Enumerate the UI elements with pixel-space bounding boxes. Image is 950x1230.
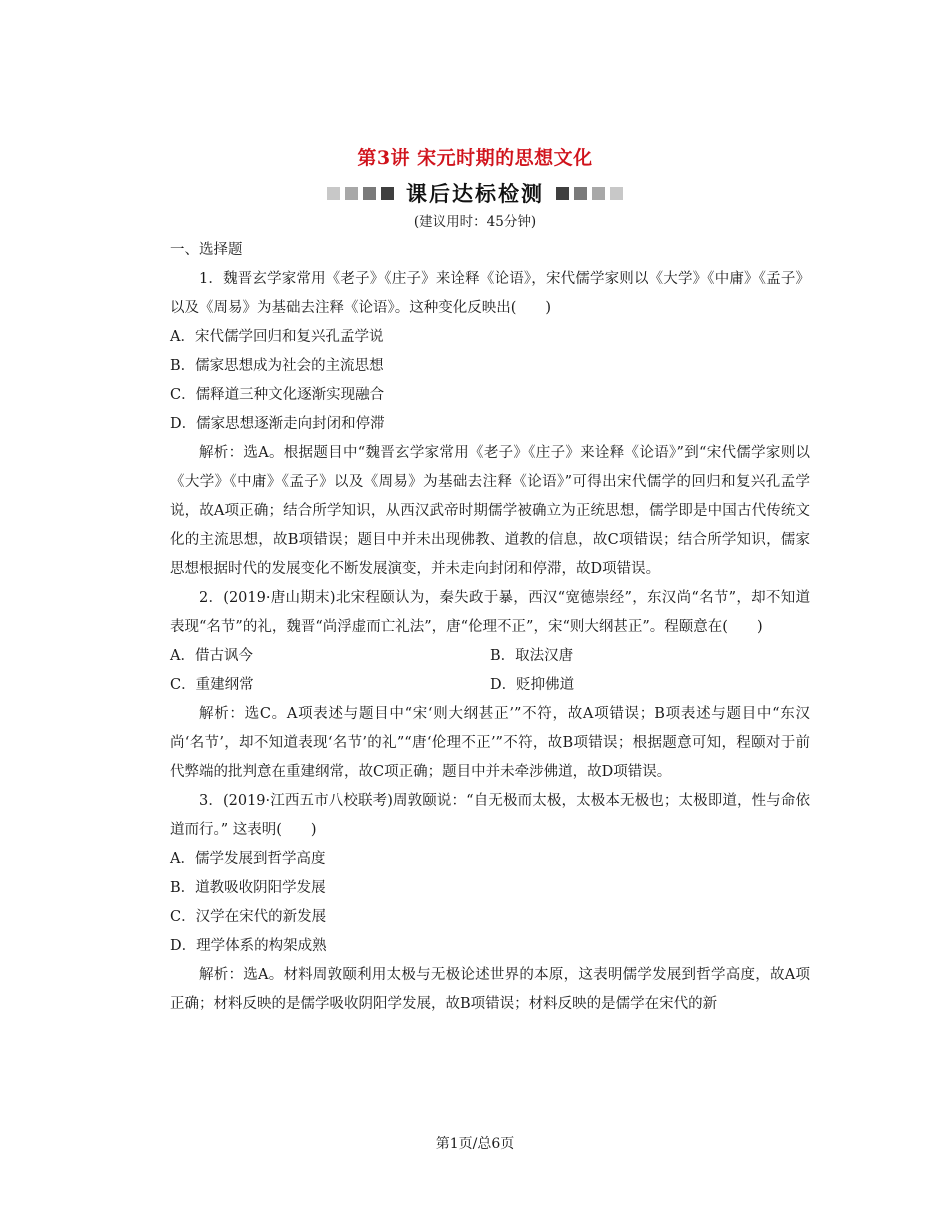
right-square-ornament [556, 187, 623, 200]
option: C．汉学在宋代的新发展 [170, 909, 327, 925]
page-number: 第1页/总6页 [435, 1136, 515, 1152]
question-stem: 2．(2019·唐山期末)北宋程颐认为，秦失政于暴，西汉“宽德崇经”，东汉尚“名节”，却不知道表现“名节”的礼，魏晋“尚浮虚而亡礼法”，唐“伦理不正”，宋“则大纲甚正”。程颐意在( ) [170, 590, 810, 635]
option-row [170, 642, 810, 671]
banner-title: 课后达标检测 [406, 182, 544, 206]
option-row [170, 671, 810, 700]
option: C．重建纲常 [170, 677, 254, 693]
option: B．取法汉唐 [490, 648, 574, 664]
option: D．理学体系的构架成熟 [170, 938, 327, 954]
option: A．宋代儒学回归和复兴孔孟学说 [170, 329, 384, 345]
question-stem: 3．(2019·江西五市八校联考)周敦颐说：“自无极而太极，太极本无极也；太极即道，性与命依道而行。” 这表明( ) [170, 793, 810, 838]
section-banner [0, 178, 950, 208]
section-heading: 一、选择题 [170, 242, 243, 258]
option: D．贬抑佛道 [490, 677, 575, 693]
option: B．儒家思想成为社会的主流思想 [170, 358, 384, 374]
option: A．借古讽今 [170, 648, 253, 664]
question-list [170, 236, 810, 1019]
question-stem: 1．魏晋玄学家常用《老子》《庄子》来诠释《论语》，宋代儒学家则以《大学》《中庸》《孟子》以及《周易》为基础去注释《论语》。这种变化反映出( ) [170, 271, 810, 316]
left-square-ornament [327, 187, 394, 200]
option: B．道教吸收阴阳学发展 [170, 880, 326, 896]
suggested-time: (建议用时：45分钟) [413, 214, 537, 230]
analysis: 解析：选C。A项表述与题目中“宋‘则大纲甚正’”不符，故A项错误；B项表述与题目中“东汉尚‘名节’，却不知道表现‘名节’的礼”“唐‘伦理不正’”不符，故B项错误；根据题意可知，程颐对于前代弊端的批判意在重建纲常，故C项正确；题目中并未牵涉佛道，故D项错误。 [170, 706, 810, 780]
lesson-title: 第3讲 宋元时期的思想文化 [357, 147, 593, 169]
option: C．儒释道三种文化逐渐实现融合 [170, 387, 385, 403]
option: A．儒学发展到哲学高度 [170, 851, 326, 867]
option: D．儒家思想逐渐走向封闭和停滞 [170, 416, 385, 432]
analysis: 解析：选A。材料周敦颐利用太极与无极论述世界的本原，这表明儒学发展到哲学高度，故A项正确；材料反映的是儒学吸收阴阳学发展，故B项错误；材料反映的是儒学在宋代的新 [170, 967, 810, 1012]
analysis: 解析：选A。根据题目中“魏晋玄学家常用《老子》《庄子》来诠释《论语》”到“宋代儒学家则以《大学》《中庸》《孟子》以及《周易》为基础去注释《论语》”可得出宋代儒学的回归和复兴孔孟学说，故A项正确；结合所学知识，从西汉武帝时期儒学被确立为正统思想，儒学即是中国古代传统文化的主流思想，故B项错误；题目中并未出现佛教、道教的信息，故C项错误；结合所学知识，儒家思想根据时代的发展变化不断发展演变，并未走向封闭和停滞，故D项错误。 [170, 445, 810, 577]
